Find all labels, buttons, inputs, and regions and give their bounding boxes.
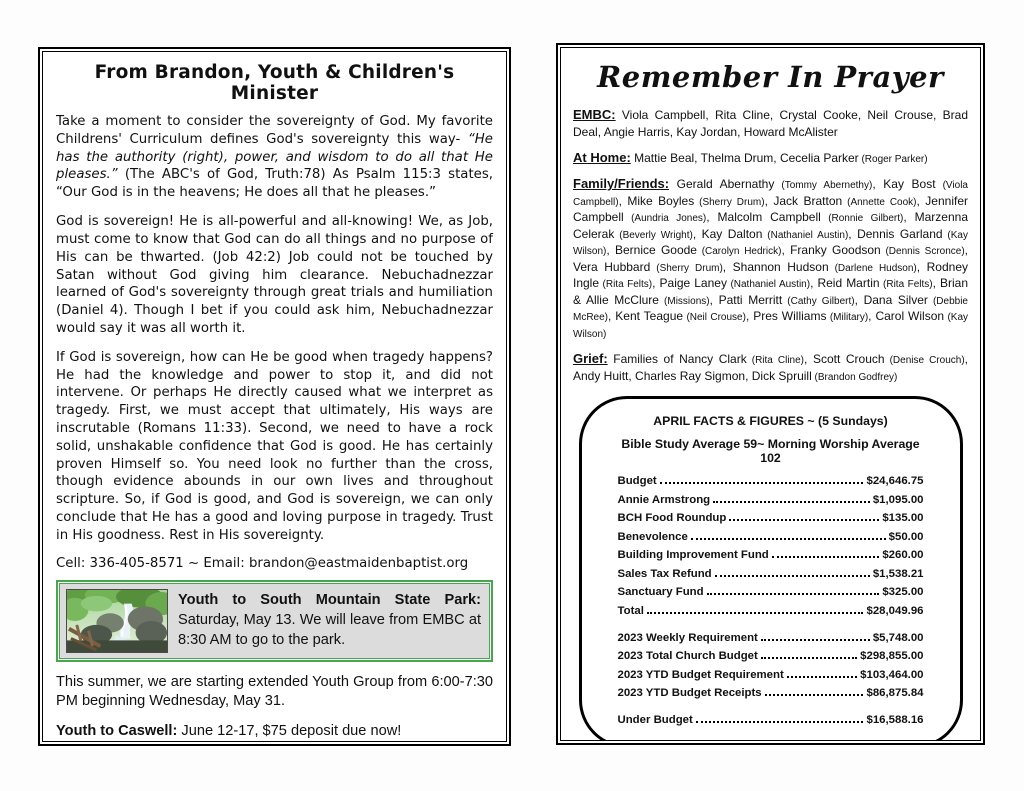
person-name: Franky Goodson (790, 243, 881, 258)
text-segment: God is sovereign! He is all-powerful and all-knowing! We, as Job, must come to know that God can do all things and no purpose of His can be thwarted. (Job 42:2) Job could not be touched by Satan without God giving him clearance. Nebuchadnezzar learned of God's sovereignty through great trials and humiliation (Daniel 4). Though I bet if you could ask him, Nebuchadnezzar would say it was all worth it. (56, 214, 493, 336)
fact-row (618, 650, 924, 662)
person-name: Vera Hubbard (573, 259, 651, 274)
person-name: Shannon Hudson (732, 259, 829, 274)
fact-label: BCH Food Roundup (617, 512, 727, 525)
fact-row (618, 669, 924, 681)
page-left (38, 47, 511, 746)
fact-label: Sales Tax Refund (617, 567, 712, 580)
person-name: Rodney Ingle (573, 259, 968, 291)
fact-value: $5,748.00 (872, 631, 924, 644)
prayer-section-label: EMBC: (573, 107, 616, 122)
fact-row (618, 512, 924, 524)
person-relation: (Debbie McRee) (573, 295, 968, 324)
text-segment: Saturday, May 13. We will leave from EMBC at 8:30 AM to go to the park. (178, 611, 481, 648)
person-relation: (Rita Felts) (599, 279, 653, 291)
person-relation: (Rita Felts) (879, 279, 933, 291)
person-name: Brad Deal (573, 108, 969, 139)
event-box-inner (59, 583, 490, 659)
fact-label: Building Improvement Fund (617, 549, 769, 562)
letter-body (56, 113, 493, 545)
person-relation: (Denise Crouch) (884, 355, 965, 367)
person-name: Carol Wilson (875, 309, 945, 324)
person-name: Brian & Allie McClure (573, 276, 969, 307)
person-relation: (Tommy Abernethy) (774, 180, 873, 192)
contact-line: Cell: 336-405-8571 ~ Email: brandon@eastmaidenbaptist.org (56, 555, 469, 571)
text-segment: Take a moment to consider the sovereignty of God. My favorite Childrens' Curriculum defines God's sovereignty this way- (56, 114, 493, 147)
fact-label: Total (617, 604, 644, 617)
person-relation: (Darlene Hudson) (828, 262, 917, 274)
person-relation: (Roger Parker) (858, 153, 928, 165)
dot-leader (765, 694, 864, 696)
dot-leader (761, 639, 870, 641)
fact-label: Benevolence (617, 530, 688, 543)
caswell-note (56, 722, 493, 742)
letter-paragraph (56, 213, 493, 338)
fact-row (618, 568, 924, 580)
dot-leader (761, 657, 857, 659)
person-name: Cecelia Parker (779, 150, 859, 165)
fact-value: $135.00 (882, 512, 924, 525)
fact-value: $50.00 (888, 530, 924, 543)
person-name: Patti Merritt (718, 292, 783, 307)
fact-value: $260.00 (882, 549, 924, 562)
dot-leader (715, 575, 870, 577)
event-text (178, 589, 481, 650)
person-name: Paige Laney (659, 276, 727, 291)
facts-subtitle: Bible Study Average 59~ Morning Worship Average 102 (621, 437, 920, 466)
fact-label: 2023 YTD Budget Receipts (617, 687, 762, 700)
fact-value: $325.00 (882, 586, 924, 599)
fact-label: Annie Armstrong (617, 493, 711, 506)
fact-label: Under Budget (617, 714, 693, 727)
prayer-sections (573, 106, 968, 384)
facts-box (579, 396, 963, 741)
page-right (556, 43, 985, 745)
fact-value: $298,855.00 (860, 650, 924, 663)
person-name: Bernice Goode (614, 243, 697, 258)
person-name: Howard McAlister (743, 124, 838, 139)
text-segment: Youth to South Mountain State Park: (178, 591, 481, 608)
person-relation: (Kay Wilson) (573, 229, 968, 258)
prayer-section-label: Family/Friends: (573, 176, 670, 192)
fact-value: $28,049.96 (866, 604, 924, 617)
person-relation: (Sherry Drum) (694, 196, 765, 208)
person-name: Dennis Garland (857, 226, 943, 241)
fact-label: Budget (617, 475, 657, 488)
fact-label: 2023 Total Church Budget (617, 650, 758, 663)
prayer-section-label: Grief: (573, 351, 608, 367)
person-relation: (Ronnie Gilbert) (820, 213, 904, 225)
fact-value: $16,588.16 (866, 714, 924, 727)
person-name: Scott Crouch (812, 352, 885, 367)
fact-row (618, 531, 924, 543)
text-segment: Youth to Caswell: (56, 723, 178, 740)
page-right-inner (560, 47, 981, 741)
person-relation: (Nathaniel Austin) (762, 229, 849, 241)
fact-row (618, 549, 924, 561)
fact-row (618, 632, 924, 644)
page-title: From Brandon, Youth & Children's Minister (94, 62, 455, 104)
fact-row (618, 586, 924, 598)
person-name: Marzenna Celerak (573, 210, 969, 241)
text-segment: (The ABC's of God, Truth:78) As Psalm 115:3 states, “Our God is in the heavens; He does all that he pleases.” (56, 167, 493, 201)
person-relation: (Dennis Scronce) (880, 246, 965, 258)
dot-leader (691, 538, 886, 540)
facts-title: APRIL FACTS & FIGURES ~ (5 Sundays) (653, 414, 888, 429)
person-relation: (Aundria Jones) (623, 213, 707, 225)
person-relation: (Carolyn Hedrick) (696, 246, 782, 258)
person-name: Mattie Beal (634, 150, 695, 165)
person-relation: (Annette Cook) (842, 196, 917, 208)
dot-leader (787, 676, 857, 678)
person-name: Kay Dalton (701, 226, 763, 241)
person-name: Families of Nancy Clark (613, 352, 747, 367)
fact-label: 2023 YTD Budget Requirement (617, 668, 784, 681)
fact-row (618, 714, 924, 726)
person-name: Pres Williams (753, 309, 827, 324)
person-relation: (Military) (826, 312, 869, 324)
person-name: Angie Harris (603, 124, 670, 139)
person-name: Thelma Drum (700, 150, 774, 165)
dot-leader (729, 519, 879, 521)
fact-row (618, 605, 924, 617)
dot-leader (707, 593, 880, 595)
prayer-section: EMBC: Viola Campbell, Rita Cline, Crystal Cooke, Neil Crouse, Brad Deal, Angie Harris, Kay Jordan, Howard McAlister (573, 107, 969, 139)
dot-leader (696, 721, 864, 723)
waterfall-photo (66, 589, 168, 653)
dot-leader (713, 501, 870, 503)
person-relation: (Rita Cline) (746, 355, 805, 367)
text-segment: June 12-17, $75 deposit due now! (177, 723, 402, 740)
person-relation: (Nathaniel Austin) (726, 279, 811, 291)
fact-row (618, 494, 924, 506)
prayer-section: At Home: Mattie Beal, Thelma Drum, Cecelia Parker (Roger Parker) (573, 149, 928, 165)
person-name: Dana Silver (863, 292, 928, 307)
person-relation: (Beverly Wright) (614, 229, 693, 241)
event-box (56, 580, 493, 662)
person-name: Dick Spruill (751, 368, 812, 383)
text-segment: “He has the authority (right), power, and wisdom to do all that He pleases.” (56, 131, 493, 183)
person-relation: (Neil Crouse) (683, 312, 746, 324)
person-name: Rita Cline (714, 108, 770, 122)
dot-leader (647, 612, 864, 614)
fact-value: $1,538.21 (872, 567, 924, 580)
person-relation: (Brandon Godfrey) (811, 371, 898, 383)
letter-paragraph (56, 113, 493, 202)
dot-leader (772, 556, 880, 558)
dot-leader (660, 482, 864, 484)
person-name: Mike Boyles (627, 193, 695, 208)
prayer-section: Grief: Families of Nancy Clark (Rita Cline), Scott Crouch (Denise Crouch), Andy Huitt, Charles Ray Sigmon, Dick Spruill (Brandon Godfrey) (573, 351, 968, 383)
page-left-inner (42, 51, 507, 742)
fact-label: 2023 Weekly Requirement (617, 631, 758, 644)
fact-row (618, 475, 924, 487)
person-relation: (Viola Campbell) (573, 180, 968, 208)
fact-value: $1,095.00 (872, 493, 924, 506)
fact-label: Sanctuary Fund (617, 586, 704, 599)
fact-value: $103,464.00 (860, 668, 924, 681)
person-name: Neil Crouse (867, 108, 934, 122)
person-relation: (Missions) (658, 295, 710, 307)
person-relation: (Kay Wilson) (573, 312, 968, 340)
person-name: Jack Bratton (773, 193, 843, 208)
person-name: Jennifer Campbell (573, 193, 968, 225)
text-segment: If God is sovereign, how can He be good when tragedy happens? He had the knowledge and power to stop it, and did not intervene. Or perhaps He directly caused what we interpret as tragedy. First, we must accept that ultimately, His ways are inscrutable (Romans 11:33). Second, we need to have a rock solid, unshakable confidence that God is good. He has certainly proven Himself so. You need look no further than the cross, though evidence abounds in our own lives and throughout scripture. So, if God is good, and God is sovereign, we can only conclude that He has a good and loving purpose in tragedy. Trust in His goodness. Rest in His sovereignty. (56, 349, 493, 543)
person-name: Charles Ray Sigmon (635, 368, 746, 383)
fact-value: $24,646.75 (866, 475, 924, 488)
fact-row (618, 687, 924, 699)
person-name: Viola Campbell (621, 108, 706, 122)
person-name: Gerald Abernathy (676, 177, 775, 192)
person-name: Andy Huitt (573, 368, 629, 383)
person-relation: (Sherry Drum) (650, 262, 723, 274)
prayer-section: Family/Friends: Gerald Abernathy (Tommy Abernethy), Kay Bost (Viola Campbell), Mike Boyles (Sherry Drum), Jack Bratton (Annette Cook), Jennifer Campbell (Aundria Jones), Malcolm Campbell (Ronnie Gilbert), Marzenna Celerak (Beverly Wright), Kay Dalton (Nathaniel Austin), Dennis Garland (Kay Wilson), Bernice Goode (Carolyn Hedrick), Franky Goodson (Dennis Scronce), Vera Hubbard (Sherry Drum), Shannon Hudson (Darlene Hudson), Rodney Ingle (Rita Felts), Paige Laney (Nathaniel Austin), Reid Martin (Rita Felts), Brian & Allie McClure (Missions), Patti Merritt (Cathy Gilbert), Dana Silver (Debbie McRee), Kent Teague (Neil Crouse), Pres Williams (Military), Carol Wilson (Kay Wilson) (573, 176, 969, 340)
person-name: Kay Jordan (676, 124, 738, 139)
person-name: Crystal Cooke (779, 108, 858, 122)
fact-value: $86,875.84 (866, 687, 924, 700)
prayer-title: Remember In Prayer (597, 60, 944, 94)
person-name: Kent Teague (615, 309, 684, 324)
facts-rows (618, 475, 924, 726)
person-name: Reid Martin (817, 276, 880, 291)
person-name: Kay Bost (883, 177, 936, 192)
letter-paragraph (56, 349, 493, 545)
summer-note: This summer, we are starting extended Youth Group from 6:00-7:30 PM beginning Wednesday, May 31. (56, 673, 493, 710)
person-name: Malcolm Campbell (717, 210, 821, 225)
person-relation: (Cathy Gilbert) (782, 295, 855, 307)
prayer-section-label: At Home: (573, 149, 631, 165)
